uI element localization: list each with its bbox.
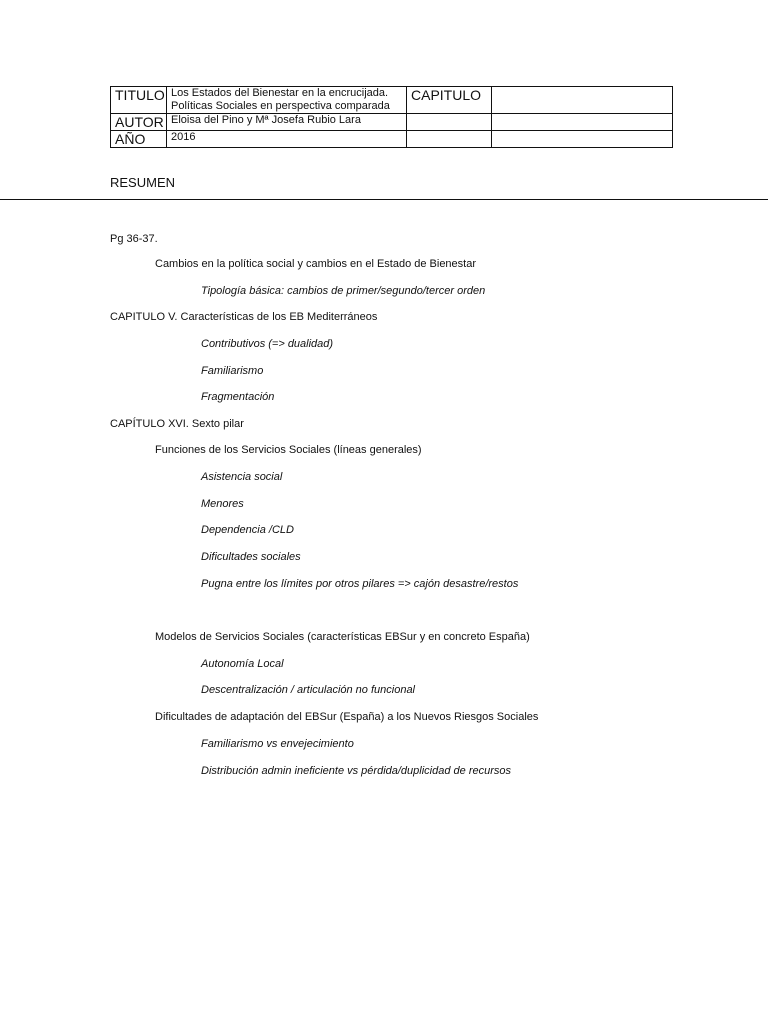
- outline-line: Funciones de los Servicios Sociales (líneas generales): [155, 444, 422, 456]
- outline-line: Pugna entre los límites por otros pilares => cajón desastre/restos: [201, 578, 519, 590]
- outline-line: Distribución admin ineficiente vs pérdida/duplicidad de recursos: [201, 765, 511, 777]
- outline-line: CAPÍTULO XVI. Sexto pilar: [110, 418, 244, 430]
- outline-line: Descentralización / articulación no funcional: [201, 684, 416, 696]
- outline-line: CAPITULO V. Características de los EB Mediterráneos: [110, 311, 378, 323]
- outline-line: Tipología básica: cambios de primer/segundo/tercer orden: [201, 285, 486, 297]
- title-row: [111, 87, 673, 114]
- titulo-value-line1: Los Estados del Bienestar en la encrucijada.: [171, 87, 389, 99]
- resumen-heading: RESUMEN: [110, 175, 176, 190]
- year-row: [111, 131, 673, 148]
- outline-line: Modelos de Servicios Sociales (características EBSur y en concreto España): [155, 631, 530, 643]
- author-row: [111, 114, 673, 131]
- empty-cell: [492, 131, 673, 148]
- outline-line: Dependencia /CLD: [201, 524, 294, 536]
- empty-cell: [492, 114, 673, 131]
- titulo-label: TITULO: [111, 87, 167, 114]
- anio-value: 2016: [167, 131, 407, 148]
- outline-line: Pg 36-37.: [110, 233, 158, 245]
- horizontal-divider: [0, 199, 768, 200]
- autor-label: AUTOR: [111, 114, 167, 131]
- outline-line: Familiarismo vs envejecimiento: [201, 738, 354, 750]
- outline-line: Dificultades sociales: [201, 551, 301, 563]
- outline-line: Dificultades de adaptación del EBSur (España) a los Nuevos Riesgos Sociales: [155, 711, 539, 723]
- capitulo-value-cell: [492, 87, 673, 114]
- outline-line: Menores: [201, 498, 244, 510]
- empty-cell: [407, 131, 492, 148]
- anio-label: AÑO: [111, 131, 167, 148]
- outline-line: Asistencia social: [201, 471, 283, 483]
- outline-line: Autonomía Local: [201, 658, 284, 670]
- titulo-value: [167, 87, 407, 114]
- titulo-value-line2: Políticas Sociales en perspectiva comparada: [171, 100, 390, 112]
- outline-line: Contributivos (=> dualidad): [201, 338, 334, 350]
- capitulo-label: CAPITULO: [407, 87, 492, 114]
- metadata-table: [110, 86, 673, 148]
- empty-cell: [407, 114, 492, 131]
- outline-line: Fragmentación: [201, 391, 275, 403]
- autor-value: Eloisa del Pino y Mª Josefa Rubio Lara: [167, 114, 407, 131]
- outline-line: Cambios en la política social y cambios en el Estado de Bienestar: [155, 258, 477, 270]
- outline-line: Familiarismo: [201, 365, 264, 377]
